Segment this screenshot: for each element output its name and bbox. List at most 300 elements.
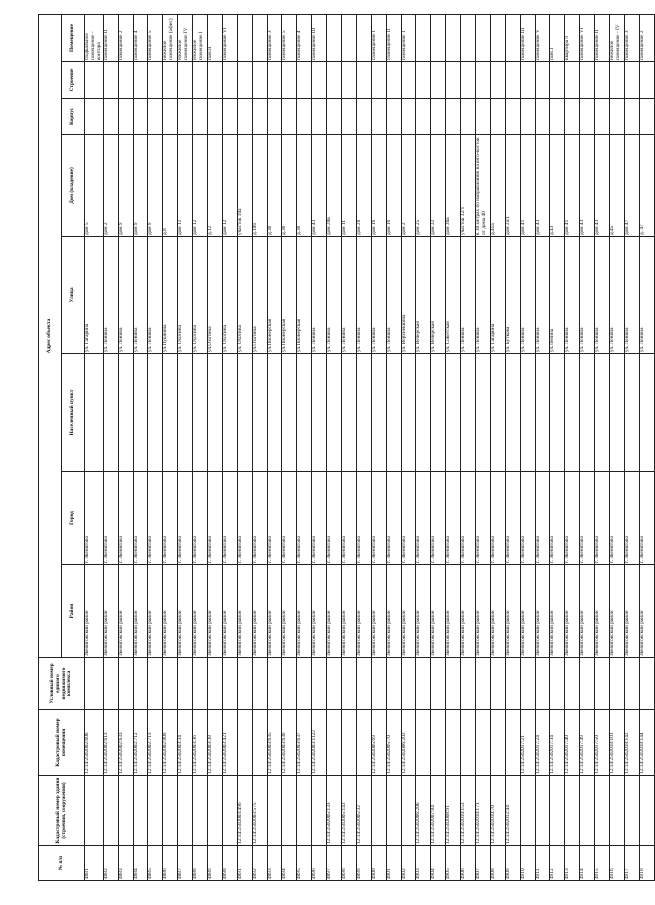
cad-building-number-cell [133,776,148,846]
street-cell: ул. Ленина [342,237,357,354]
city-cell: г. Звенигово [342,472,357,565]
pomeshenie-cell: помещение 3 [624,14,639,61]
korpus-cell [133,99,148,135]
conditional-number-cell [580,658,595,710]
pomeshenie-cell [416,14,431,61]
house-cell: дом 43 [595,135,610,237]
col-house-header: Дом (владение) [62,135,85,237]
conditional-number-cell [297,658,312,710]
pomeshenie-cell: помещение II [103,14,118,61]
stroenie-cell [461,62,476,99]
address-group-header: Адрес объекта [39,14,62,657]
table-row [580,14,595,880]
house-cell: дом 30а [446,135,461,237]
cad-building-number-cell [550,776,565,846]
pomeshenie-cell [342,14,357,61]
pomeshenie-cell: Подвальное помещение - контора [85,14,104,61]
house-cell: дом 2а/1 [505,135,520,237]
col-korpus-header: Корпус [62,99,85,135]
table-row [490,14,505,880]
table-row [342,14,357,880]
table-row [461,14,476,880]
cad-building-number-cell [222,776,237,846]
street-cell: ул. Ленина [580,237,595,354]
conditional-number-cell [85,658,104,710]
pomeshenie-cell [237,14,252,61]
cad-building-number-cell: 12:14:2502005:133 [327,776,342,846]
house-cell: дом 9 [118,135,133,237]
house-cell: дом 41 [565,135,580,237]
row-number-cell: 4914 [580,846,595,881]
row-number-cell: 4887 [178,846,193,881]
district-cell: Звениговский район [342,565,357,658]
city-cell: г. Звенигово [535,472,550,565]
city-cell: г. Звенигово [461,472,476,565]
col-num-header: № п/п [39,846,85,881]
stroenie-cell [178,62,193,99]
district-cell: Звениговский район [371,565,386,658]
stroenie-cell [163,62,178,99]
cad-room-number-cell: 12:14:2502003:36 [193,710,208,776]
korpus-cell [550,99,565,135]
house-cell: дом 16 [371,135,386,237]
row-number-cell: 4913 [565,846,580,881]
cad-building-number-cell [267,776,282,846]
row-number-cell: 4899 [356,846,371,881]
korpus-cell [624,99,639,135]
house-cell: д.36 [282,135,297,237]
row-number-cell: 4904 [431,846,446,881]
house-cell: в 30 метрах по направлению на юго-восток от дома 40 [476,135,491,237]
city-cell: г. Звенигово [431,472,446,565]
conditional-number-cell [431,658,446,710]
row-number-cell: 4902 [401,846,416,881]
table-row [565,14,580,880]
conditional-number-cell [312,658,327,710]
settlement-cell [148,354,163,472]
stroenie-cell [356,62,371,99]
korpus-cell [356,99,371,135]
stroenie-cell [490,62,505,99]
city-cell: г. Звенигово [222,472,237,565]
korpus-cell [610,99,625,135]
stroenie-cell [193,62,208,99]
settlement-cell [356,354,371,472]
district-cell: Звениговский район [580,565,595,658]
settlement-cell [624,354,639,472]
row-number-cell: 4900 [371,846,386,881]
house-cell: дом 2 [103,135,118,237]
settlement-cell [103,354,118,472]
pomeshenie-cell [505,14,520,61]
cad-building-number-cell [595,776,610,846]
pomeshenie-cell: помещение 1 [401,14,416,61]
pomeshenie-cell: помещение V [535,14,550,61]
district-cell: Звениговский район [133,565,148,658]
cad-room-number-cell: 12:14:2502003:38 [208,710,223,776]
table-row [178,14,193,880]
district-cell: Звениговский район [252,565,267,658]
house-cell: дом 11 [342,135,357,237]
street-cell: ул.Пионерская [297,237,312,354]
city-cell: г. Звенигово [103,472,118,565]
pomeshenie-cell: помещение II [595,14,610,61]
city-cell: г. Звенигово [133,472,148,565]
district-cell: Звениговский район [103,565,118,658]
col-stroenie-header: Строение [62,62,85,99]
house-cell: участок 10а [237,135,252,237]
table-row [148,14,163,880]
korpus-cell [505,99,520,135]
district-cell: Звениговский район [416,565,431,658]
col-cad-building-header: Кадастровый номер здания (строения, сооружения) [39,776,85,846]
cad-building-number-cell: 12:14:2502005:143 [342,776,357,846]
conditional-number-cell [461,658,476,710]
conditional-number-cell [520,658,535,710]
city-cell: г. Звенигово [476,472,491,565]
cad-room-number-cell: 12:14:2502006:202 [401,710,416,776]
row-number-cell: 4907 [476,846,491,881]
street-cell: ул.Ленина [550,237,565,354]
cad-building-number-cell [103,776,118,846]
house-cell: дом 47 [624,135,639,237]
row-number-cell: 4901 [386,846,401,881]
table-row [103,14,118,880]
table-row [550,14,565,880]
register-table [38,14,655,881]
house-cell: д.45 [610,135,625,237]
table-row [282,14,297,880]
settlement-cell [461,354,476,472]
table-row [85,14,104,880]
settlement-cell [416,354,431,472]
table-row [297,14,312,880]
pomeshenie-cell: помещение 4 [297,14,312,61]
city-cell: г. Звенигово [565,472,580,565]
korpus-cell [103,99,118,135]
cad-room-number-cell: 12:14:2502017:21 [520,710,535,776]
row-number-cell: 4891 [237,846,252,881]
cad-room-number-cell: 12:14:2502003:34 [178,710,193,776]
cad-room-number-cell: 12:14:2502003:637 [297,710,312,776]
district-cell: Звениговский район [267,565,282,658]
pomeshenie-cell: Помещение I [371,14,386,61]
pomeshenie-cell [327,14,342,61]
cad-room-number-cell: 12:14:2502003:421 [222,710,237,776]
house-cell: д.36 [267,135,282,237]
stroenie-cell [431,62,446,99]
korpus-cell [118,99,133,135]
cad-room-number-cell [461,710,476,776]
conditional-number-cell [446,658,461,710]
pomeshenie-cell: пом.1 [550,14,565,61]
cad-room-number-cell: 12:14:2502017:34 [550,710,565,776]
table-row [237,14,252,880]
cad-room-number-cell: 12:14:2502003:636 [282,710,297,776]
city-cell: г. Звенигово [490,472,505,565]
pomeshenie-cell: помещение 2 [118,14,133,61]
stroenie-cell [208,62,223,99]
table-row [476,14,491,880]
conditional-number-cell [133,658,148,710]
stroenie-cell [222,62,237,99]
street-cell: ул.Пионерская [267,237,282,354]
row-number-cell: 4886 [163,846,178,881]
row-number-cell: 4889 [208,846,223,881]
house-cell: д.43 [550,135,565,237]
street-cell: ул. Ленина [386,237,401,354]
conditional-number-cell [118,658,133,710]
row-number-cell: 4906 [461,846,476,881]
street-cell: ул.Пушкина [163,237,178,354]
conditional-number-cell [356,658,371,710]
street-cell: ул. Охотина [178,237,193,354]
cad-room-number-cell: 12:14:2502005:69 [371,710,386,776]
cad-building-number-cell: 12:14:2502005:32 [356,776,371,846]
row-number-cell: 4903 [416,846,431,881]
city-cell: г. Звенигово [639,472,654,565]
settlement-cell [327,354,342,472]
settlement-cell [252,354,267,472]
district-cell: Звениговский район [178,565,193,658]
street-cell: ул. Ленина [565,237,580,354]
row-number-cell: 4890 [222,846,237,881]
street-cell: ул. Ленина [133,237,148,354]
pomeshenie-cell: квартира 9 [565,14,580,61]
settlement-cell [639,354,654,472]
cad-building-number-cell [297,776,312,846]
pomeshenie-cell: помещение 4 [133,14,148,61]
district-cell: Звениговский район [535,565,550,658]
city-cell: г. Звенигово [356,472,371,565]
city-cell: г. Звенигово [371,472,386,565]
cad-building-number-cell [401,776,416,846]
stroenie-cell [520,62,535,99]
district-cell: Звениговский район [237,565,252,658]
city-cell: г. Звенигово [327,472,342,565]
district-cell: Звениговский район [222,565,237,658]
cad-room-number-cell: 12:14:2502018:144 [639,710,654,776]
korpus-cell [446,99,461,135]
conditional-number-cell [639,658,654,710]
conditional-number-cell [416,658,431,710]
street-cell: ул. Ленина [148,237,163,354]
street-cell: ул. Ленина [356,237,371,354]
city-cell: г. Звенигово [550,472,565,565]
street-cell: ул. Ленина [118,237,133,354]
table-row [327,14,342,880]
korpus-cell [252,99,267,135]
korpus-cell [85,99,104,135]
settlement-cell [446,354,461,472]
conditional-number-cell [267,658,282,710]
korpus-cell [371,99,386,135]
city-cell: г. Звенигово [267,472,282,565]
pomeshenie-cell: помещение 2 [639,14,654,61]
street-cell: ул. Ленина [610,237,625,354]
cad-room-number-cell: 12:14:2502002:613 [103,710,118,776]
row-number-cell: 4898 [342,846,357,881]
pomeshenie-cell: Помещение II [386,14,401,61]
table-row [208,14,223,880]
korpus-cell [386,99,401,135]
conditional-number-cell [148,658,163,710]
pomeshenie-cell [446,14,461,61]
stroenie-cell [476,62,491,99]
district-cell: Звениговский район [624,565,639,658]
conditional-number-cell [565,658,580,710]
house-cell: дом 16 [386,135,401,237]
conditional-number-cell [401,658,416,710]
table-row [222,14,237,880]
korpus-cell [476,99,491,135]
cad-building-number-cell [208,776,223,846]
house-cell: дом 41 [520,135,535,237]
settlement-cell [610,354,625,472]
row-number-cell: 4911 [535,846,550,881]
settlement-cell [267,354,282,472]
house-cell: дом 43 [580,135,595,237]
cad-building-number-cell [312,776,327,846]
district-cell: Звениговский район [595,565,610,658]
cad-building-number-cell [565,776,580,846]
table-row [416,14,431,880]
row-number-cell: 4896 [312,846,327,881]
table-row [401,14,416,880]
row-number-cell: 4885 [148,846,163,881]
row-number-cell: 4918 [639,846,654,881]
row-number-cell: 4897 [327,846,342,881]
conditional-number-cell [505,658,520,710]
stroenie-cell [610,62,625,99]
cad-room-number-cell [342,710,357,776]
city-cell: г. Звенигово [297,472,312,565]
house-cell: дом 9 [133,135,148,237]
conditional-number-cell [610,658,625,710]
street-cell: ул. Ленина [624,237,639,354]
stroenie-cell [252,62,267,99]
street-cell: ул.Охотина [208,237,223,354]
city-cell: г. Звенигово [595,472,610,565]
row-number-cell: 4917 [624,846,639,881]
table-row [163,14,178,880]
cad-building-number-cell [193,776,208,846]
street-cell: ул. Ленина [595,237,610,354]
district-cell: Звениговский район [490,565,505,658]
pomeshenie-cell: помещение VI [580,14,595,61]
settlement-cell [595,354,610,472]
stroenie-cell [550,62,565,99]
city-cell: г. Звенигово [580,472,595,565]
col-city-header: Город [62,472,85,565]
cad-building-number-cell: 12:14:2502010:171 [476,776,491,846]
pomeshenie-cell [461,14,476,61]
korpus-cell [193,99,208,135]
stroenie-cell [118,62,133,99]
city-cell: г. Звенигово [386,472,401,565]
korpus-cell [520,99,535,135]
settlement-cell [371,354,386,472]
city-cell: г. Звенигово [148,472,163,565]
city-cell: г. Звенигово [178,472,193,565]
table-row [386,14,401,880]
korpus-cell [237,99,252,135]
table-row [446,14,461,880]
stroenie-cell [297,62,312,99]
pomeshenie-cell: нежилое помещение - IV [610,14,625,61]
house-cell: дом 5 [85,135,104,237]
korpus-cell [639,99,654,135]
stroenie-cell [371,62,386,99]
row-number-cell: 4881 [85,846,104,881]
cad-room-number-cell: 12:14:2502017:49 [580,710,595,776]
row-number-cell: 4894 [282,846,297,881]
street-cell: ул. Вечерская [431,237,446,354]
conditional-number-cell [476,658,491,710]
street-cell: ул.Охотина [252,237,267,354]
cad-room-number-cell: 12:14:2502017:24 [535,710,550,776]
cad-room-number-cell: 12:14:2502003:635 [267,710,282,776]
conditional-number-cell [237,658,252,710]
settlement-cell [520,354,535,472]
district-cell: Звениговский район [431,565,446,658]
settlement-cell [222,354,237,472]
stroenie-cell [416,62,431,99]
pomeshenie-cell: помещение 5 [282,14,297,61]
house-cell: дом 28в [327,135,342,237]
conditional-number-cell [208,658,223,710]
stroenie-cell [85,62,104,99]
korpus-cell [595,99,610,135]
district-cell: Звениговский район [297,565,312,658]
stroenie-cell [386,62,401,99]
settlement-cell [386,354,401,472]
house-cell: участок 32/1 [461,135,476,237]
cad-building-number-cell: 12:14:2502010:153 [461,776,476,846]
settlement-cell [580,354,595,472]
city-cell: г. Звенигово [610,472,625,565]
cad-room-number-cell: 12:14:2502002:712 [133,710,148,776]
settlement-cell [85,354,104,472]
settlement-cell [535,354,550,472]
row-number-cell: 4883 [118,846,133,881]
street-cell: ул. Охотина [222,237,237,354]
register-rows [85,14,655,880]
settlement-cell [193,354,208,472]
cad-room-number-cell [476,710,491,776]
korpus-cell [416,99,431,135]
table-row [639,14,654,880]
settlement-cell [297,354,312,472]
settlement-cell [118,354,133,472]
row-number-cell: 4915 [595,846,610,881]
settlement-cell [565,354,580,472]
city-cell: г. Звенигово [282,472,297,565]
district-cell: Звениговский район [193,565,208,658]
conditional-number-cell [252,658,267,710]
stroenie-cell [103,62,118,99]
district-cell: Звениговский район [386,565,401,658]
cad-room-number-cell: 12:14:2502002:713 [148,710,163,776]
korpus-cell [535,99,550,135]
korpus-cell [178,99,193,135]
street-cell: ул. Советская [446,237,461,354]
korpus-cell [565,99,580,135]
row-number-cell: 4916 [610,846,625,881]
city-cell: г. Звенигово [193,472,208,565]
cad-room-number-cell [505,710,520,776]
conditional-number-cell [595,658,610,710]
